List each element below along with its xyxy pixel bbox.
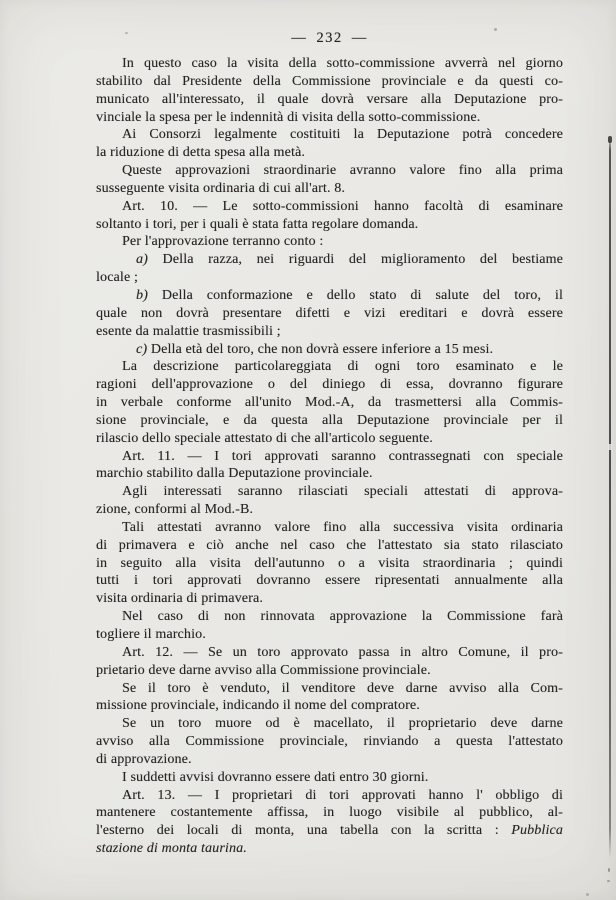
text-line — [96, 804, 563, 822]
text-line — [96, 626, 563, 644]
text-line — [96, 680, 563, 698]
text-segment: Della età del toro, che non dovrà essere inferiore a 15 mesi. — [147, 341, 494, 357]
para-art-12 — [96, 644, 563, 680]
text-segment: marchio stabilito dalla Deputazione provinciale. — [96, 466, 373, 482]
italic-text: a) — [136, 252, 148, 268]
text-segment: municato all'interessato, il quale dovrà versare alla Deputazione pro- — [96, 91, 563, 107]
italic-text: c) — [136, 341, 148, 357]
text-line — [96, 251, 563, 269]
text-segment: tutti i tori approvati dovranno essere ripresentati annualmente alla — [96, 573, 563, 589]
scan-speck — [608, 868, 610, 872]
text-segment: avviso alla Commissione provinciale, rinviando a questa l'attestato — [96, 734, 563, 750]
para-consorzi — [96, 126, 563, 162]
para-attestati-approvazione — [96, 483, 563, 519]
text-segment: l'esterno dei locali di monta, una tabella con la scritta : — [96, 823, 512, 839]
para-visita-sotto-commissione — [96, 55, 563, 126]
text-line — [96, 376, 563, 394]
text-line — [96, 465, 563, 483]
italic-text: Pubblica — [511, 823, 563, 839]
text-line — [96, 91, 563, 109]
text-line — [96, 751, 563, 769]
text-segment: Art. 11. — I tori approvati saranno contrassegnati con speciale — [122, 448, 563, 464]
item-c-eta — [96, 341, 563, 359]
text-segment: I suddetti avvisi dovranno essere dati entro 30 giorni. — [122, 769, 429, 785]
scan-speck — [494, 28, 497, 31]
para-approvazioni-straordinarie — [96, 162, 563, 198]
text-segment: vinciale la spesa per le indennità di visita della sotto-commissione. — [96, 109, 481, 125]
scan-edge-blob-artifact — [608, 136, 612, 143]
text-segment: rilascio dello speciale attestato di che all'articolo seguente. — [96, 430, 433, 446]
text-line — [96, 501, 563, 519]
scan-edge-line-artifact — [609, 136, 611, 858]
text-segment: sione provinciale, e da questa alla Deputazione provinciale per il — [96, 412, 563, 428]
para-togliere-marchio — [96, 608, 563, 644]
item-b-conformazione — [96, 287, 563, 341]
text-segment: Art. 13. — I proprietari di tori approvati hanno l' obbligo di — [122, 787, 563, 803]
text-line — [96, 109, 563, 127]
text-line — [96, 644, 563, 662]
text-line — [96, 840, 563, 858]
text-line — [96, 519, 563, 537]
text-line — [96, 412, 563, 430]
text-line — [96, 180, 563, 198]
text-segment: Ai Consorzi legalmente costituiti la Deputazione potrà concedere — [122, 127, 563, 143]
text-line — [96, 126, 563, 144]
para-art-10 — [96, 198, 563, 234]
italic-text: b) — [136, 287, 148, 303]
para-descrizione-verbale — [96, 358, 563, 447]
scan-speck — [586, 893, 589, 896]
text-segment: Queste approvazioni straordinarie avranno valore fino alla prima — [122, 163, 563, 179]
para-validita-attestati — [96, 519, 563, 608]
para-art-13 — [96, 787, 563, 858]
text-segment: susseguente visita ordinaria di cui all'art. 8. — [96, 180, 346, 196]
text-segment: visita ordinaria di primavera. — [96, 591, 263, 607]
para-art-11 — [96, 448, 563, 484]
text-line — [96, 216, 563, 234]
text-line — [96, 769, 563, 787]
text-line — [96, 323, 563, 341]
text-segment: zione, conformi al Mod.-B. — [96, 502, 254, 518]
text-line — [96, 662, 563, 680]
text-segment: Per l'approvazione terranno conto : — [122, 234, 324, 250]
text-line — [96, 697, 563, 715]
text-segment: locale ; — [96, 270, 139, 286]
text-line — [96, 394, 563, 412]
text-segment: Agli interessati saranno rilasciati speciali attestati di approva- — [122, 484, 563, 500]
text-line — [96, 537, 563, 555]
text-block — [96, 55, 563, 858]
text-segment: Art. 10. — Le sotto-commissioni hanno facoltà di esaminare — [122, 198, 563, 214]
text-line — [96, 715, 563, 733]
text-segment: Nel caso di non rinnovata approvazione la Commissione farà — [122, 609, 563, 625]
text-segment: in seguito alla visita dell'autunno o a visita straordinaria ; quindi — [96, 555, 563, 571]
scan-edge-gap-artifact — [608, 444, 612, 450]
text-segment: Se un toro muore od è macellato, il proprietario deve darne — [122, 716, 563, 732]
text-segment: soltanto i tori, per i quali è stata fatta regolare domanda. — [96, 216, 419, 232]
para-avvisi-30-giorni — [96, 769, 563, 787]
scan-speck — [125, 32, 128, 34]
text-line — [96, 822, 563, 840]
text-segment: esente da malattie trasmissibili ; — [96, 323, 281, 339]
text-segment: ragioni dell'approvazione o del diniego di essa, dovranno figurare — [96, 377, 563, 393]
text-line — [96, 555, 563, 573]
para-toro-venduto — [96, 680, 563, 716]
text-line — [96, 233, 563, 251]
text-line — [96, 144, 563, 162]
text-segment: la riduzione di detta spesa alla metà. — [96, 145, 306, 161]
text-line — [96, 733, 563, 751]
page-number: — 232 — — [291, 30, 368, 46]
text-line — [96, 287, 563, 305]
text-segment: di primavera e ciò anche nel caso che l'attestato sia stato rilasciato — [96, 537, 563, 553]
text-segment: Art. 12. — Se un toro approvato passa in altro Comune, il pro- — [122, 644, 563, 660]
text-line — [96, 608, 563, 626]
item-a-razza — [96, 251, 563, 287]
text-line — [96, 448, 563, 466]
text-line — [96, 358, 563, 376]
para-toro-muore — [96, 715, 563, 769]
text-line — [96, 430, 563, 448]
text-segment: di approvazione. — [96, 751, 192, 767]
text-segment: In questo caso la visita della sotto-commissione avverrà nel giorno — [122, 56, 563, 71]
text-segment: Della conformazione e dello stato di salute del toro, il — [147, 287, 563, 303]
text-line — [96, 198, 563, 216]
text-segment: stabilito dal Presidente della Commissione provinciale e da questi co- — [96, 73, 563, 89]
text-line — [96, 341, 563, 359]
text-segment: mantenere costantemente affissa, in luogo visibile al pubblico, al- — [96, 805, 563, 821]
text-line — [96, 305, 563, 323]
scan-speck — [607, 880, 610, 882]
text-segment: missione provinciale, indicando il nome del compratore. — [96, 698, 420, 714]
para-approvazione-conto — [96, 233, 563, 251]
text-line — [96, 572, 563, 590]
text-line — [96, 269, 563, 287]
text-line — [96, 590, 563, 608]
text-line — [96, 162, 563, 180]
text-line — [96, 483, 563, 501]
text-segment: prietario deve darne avviso alla Commissione provinciale. — [96, 662, 431, 678]
text-segment: quale non dovrà presentare difetti e vizi ereditari e dovrà essere — [96, 305, 563, 321]
text-line — [96, 73, 563, 91]
text-segment: Se il toro è venduto, il venditore deve darne avviso alla Com- — [122, 680, 563, 696]
text-segment: Tali attestati avranno valore fino alla successiva visita ordinaria — [122, 519, 563, 535]
text-segment: Della razza, nei riguardi del miglioramento del bestiame — [147, 252, 563, 268]
italic-text: stazione di monta taurina. — [96, 841, 247, 857]
text-line — [96, 55, 563, 73]
text-segment: in verbale conforme all'unito Mod.-A, da trasmettersi alla Commis- — [96, 395, 563, 411]
text-segment: La descrizione particolareggiata di ogni toro esaminato e le — [122, 359, 563, 375]
text-line — [96, 787, 563, 805]
text-segment: togliere il marchio. — [96, 627, 206, 642]
